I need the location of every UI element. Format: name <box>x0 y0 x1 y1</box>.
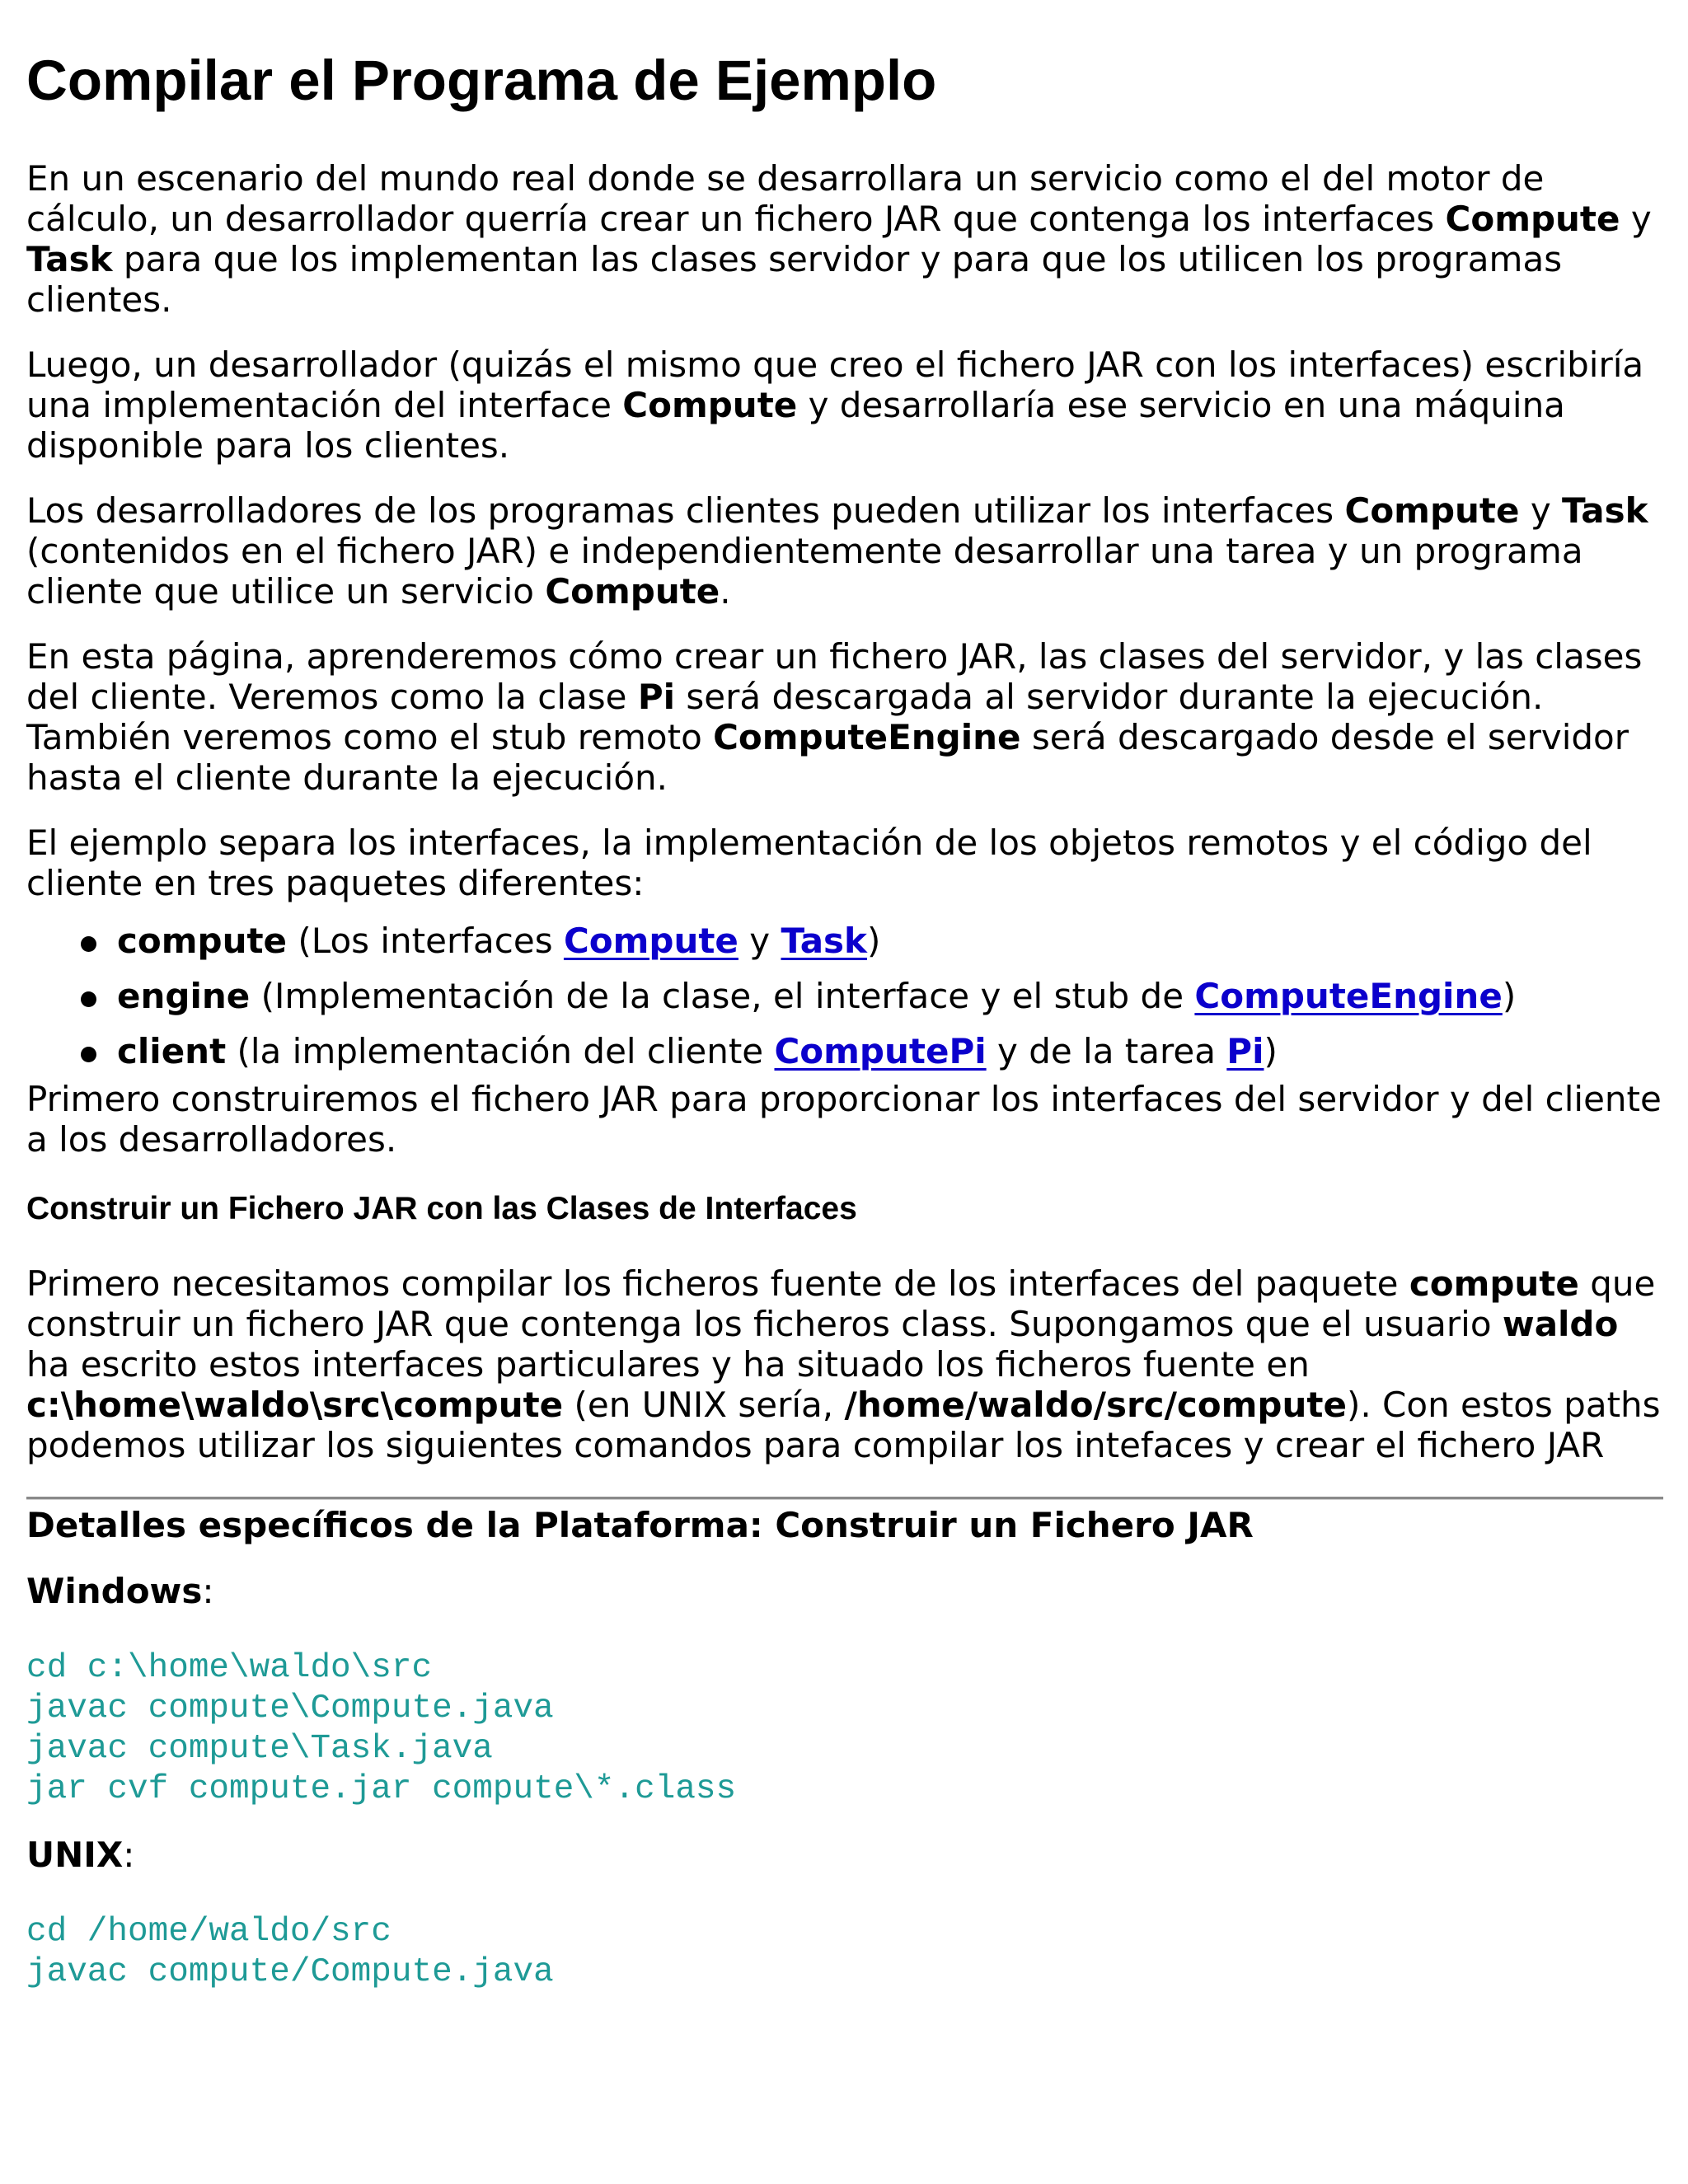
text: será descargado desde el servidor hasta el cliente durante la ejecución. <box>26 717 1629 798</box>
text: ) <box>866 921 881 961</box>
package-name: engine <box>117 976 251 1016</box>
jar-first-paragraph <box>26 1079 1663 1160</box>
code-line: javac compute\Compute.java <box>26 1690 554 1727</box>
document-page <box>26 0 1663 1993</box>
bullet-icon <box>81 936 96 952</box>
unix-code-block <box>26 1912 1663 1993</box>
list-item <box>117 913 1663 968</box>
code-line: cd c:\home\waldo\src <box>26 1649 433 1687</box>
keyword-waldo: waldo <box>1502 1304 1619 1344</box>
windows-path: c:\home\waldo\src\compute <box>26 1385 564 1425</box>
unix-path: /home/waldo/src/compute <box>844 1385 1347 1425</box>
text: y desarrollaría ese servicio en una máquina disponible para los clientes. <box>26 385 1565 466</box>
text: : <box>123 1835 135 1875</box>
text: será descargada al servidor durante la ejecución. También veremos como el stub remoto <box>26 677 1544 757</box>
keyword-compute: Compute <box>1344 490 1520 531</box>
unix-label <box>26 1835 1663 1876</box>
text: Los desarrolladores de los programas clientes pueden utilizar los interfaces <box>26 490 1345 531</box>
page-title: Compilar el Programa de Ejemplo <box>26 49 937 112</box>
text: Primero construiremos el fichero JAR para proporcionar los interfaces del servidor y del cliente a los desarrolladores. <box>26 1079 1662 1160</box>
text: y <box>1620 199 1652 239</box>
text: (Implementación de la clase, el interface y el stub de <box>250 976 1195 1016</box>
text: (en UNIX sería, <box>563 1385 845 1425</box>
link-pi[interactable]: Pi <box>1226 1031 1264 1071</box>
text: En un escenario del mundo real donde se desarrollara un servicio como el del motor de cálculo, un desarrollador querría crear un fichero JAR que contenga los interfaces <box>26 158 1545 239</box>
text: Primero necesitamos compilar los ficheros fuente de los interfaces del paquete <box>26 1263 1409 1304</box>
unix-label-text: UNIX <box>26 1835 124 1875</box>
keyword-pi: Pi <box>637 677 676 717</box>
code-line: cd /home/waldo/src <box>26 1913 392 1951</box>
windows-code-block <box>26 1648 1663 1810</box>
package-name: client <box>117 1031 227 1071</box>
text: ). Con estos paths podemos utilizar los siguientes comandos para compilar los intefaces y crear el fichero JAR <box>26 1385 1661 1465</box>
text: Luego, un desarrollador (quizás el mismo que creo el fichero JAR con los interfaces) escribiría una implementación del interface <box>26 344 1644 425</box>
text: ) <box>1502 976 1517 1016</box>
keyword-compute-package: compute <box>1409 1263 1579 1304</box>
link-task[interactable]: Task <box>781 921 867 961</box>
platform-heading: Detalles específicos de la Plataforma: Construir un Fichero JAR <box>26 1505 1254 1545</box>
link-computepi[interactable]: ComputePi <box>774 1031 987 1071</box>
keyword-compute: Compute <box>545 571 720 612</box>
code-line: javac compute\Task.java <box>26 1730 493 1768</box>
text: ha escrito estos interfaces particulares y ha situado los ficheros fuente en <box>26 1344 1310 1385</box>
keyword-task: Task <box>1562 490 1648 531</box>
text: (Los interfaces <box>287 921 564 961</box>
compile-paragraph <box>26 1263 1663 1465</box>
intro-paragraph <box>26 158 1663 320</box>
section-heading: Construir un Fichero JAR con las Clases de Interfaces <box>26 1191 857 1226</box>
link-compute[interactable]: Compute <box>563 921 738 961</box>
windows-label <box>26 1571 1663 1612</box>
bullet-icon <box>81 1047 96 1062</box>
text: que construir un fichero JAR que contenga los ficheros class. Supongamos que el usuario <box>26 1263 1656 1344</box>
package-name: compute <box>117 921 288 961</box>
code-line: jar cvf compute.jar compute\*.class <box>26 1770 737 1808</box>
text: : <box>202 1571 214 1611</box>
text: (contenidos en el fichero JAR) e independientemente desarrollar una tarea y un programa cliente que utilice un servicio <box>26 531 1583 612</box>
text: (la implementación del cliente <box>226 1031 775 1071</box>
link-computeengine[interactable]: ComputeEngine <box>1194 976 1503 1016</box>
packages-intro-paragraph <box>26 823 1663 903</box>
text: para que los implementan las clases servidor y para que los utilicen los programas clientes. <box>26 239 1563 320</box>
text: En esta página, aprenderemos cómo crear un fichero JAR, las clases del servidor, y las clases del cliente. Veremos como la clase <box>26 636 1643 717</box>
horizontal-divider <box>26 1497 1663 1500</box>
windows-label-text: Windows <box>26 1571 203 1611</box>
text: y <box>738 921 781 961</box>
text: El ejemplo separa los interfaces, la implementación de los objetos remotos y el código del cliente en tres paquetes diferentes: <box>26 823 1592 903</box>
bullet-icon <box>81 991 96 1007</box>
keyword-task: Task <box>26 239 113 279</box>
learning-paragraph <box>26 636 1663 798</box>
list-item <box>117 968 1663 1024</box>
text: ) <box>1264 1031 1278 1071</box>
developer-paragraph <box>26 344 1663 466</box>
client-developers-paragraph <box>26 490 1663 612</box>
code-line: javac compute/Compute.java <box>26 1953 554 1991</box>
text: . <box>720 571 731 612</box>
packages-list <box>26 913 1663 1079</box>
keyword-compute: Compute <box>622 385 798 425</box>
keyword-computeengine: ComputeEngine <box>713 717 1021 757</box>
list-item <box>117 1024 1663 1079</box>
keyword-compute: Compute <box>1445 199 1620 239</box>
text: y de la tarea <box>986 1031 1227 1071</box>
text: y <box>1519 490 1563 531</box>
